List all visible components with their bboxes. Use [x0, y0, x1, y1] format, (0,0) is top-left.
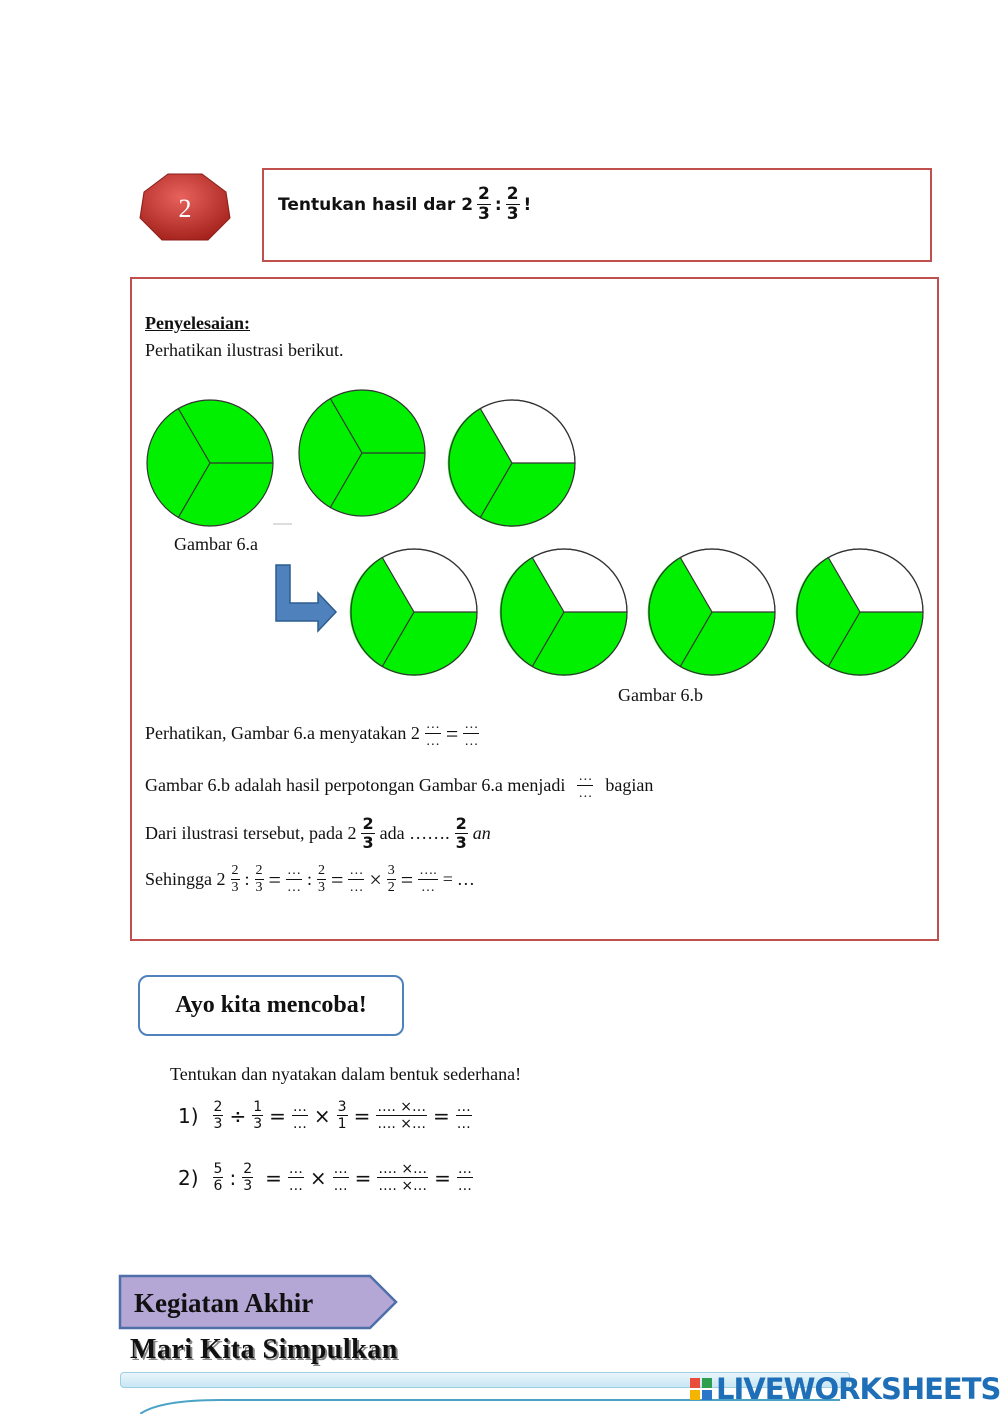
kegiatan-akhir-label: Kegiatan Akhir [134, 1288, 314, 1318]
solution-line-4: Sehingga 2 $\frac{2}{3}$ : $\frac{2}{3}$ = $\frac{\dots}{\dots}$ : $\frac{2}{3}$ = $\frac{\dots}{\dots}$ × $\frac{3}{2}$ = $\frac{\dots.}{\dots}$ = … [145, 863, 475, 895]
circle-two-thirds-a [448, 400, 575, 527]
ayo-box [138, 975, 404, 1036]
solution-line-3: Dari ilustrasi tersebut, pada 2 $\frac{2}{3}$ ada ……. $\frac{2}{3}$ an [145, 814, 491, 852]
circle-two-thirds-b4 [796, 549, 923, 676]
question-text: Tentukan hasil dar 2 $\frac{2}{3}$ : $\frac{2}{3}$ ! [278, 184, 532, 224]
circle-two-thirds-b3 [648, 549, 775, 676]
fraction-illustration [140, 385, 930, 685]
mari-kita-simpulkan: Mari Kita Simpulkan [130, 1334, 398, 1365]
liveworksheets-brand: LIVEWORKSHEETS [716, 1372, 1000, 1406]
exercise-1: 1) $\frac{2}{3}$ ÷ $\frac{1}{3}$ = $\frac{\dots}{\dots}$ × $\frac{3}{1}$ = $\frac{\dots. \times\dots}{\dots. \times\dots}$ = $\frac{\dots}{\dots}$ [178, 1099, 471, 1132]
solution-line-2: Gambar 6.b adalah hasil perpotongan Gambar 6.a menjadi $\frac{\dots}{\dots}$ bagian [145, 769, 654, 801]
ayo-title: Ayo kita mencoba! [175, 992, 367, 1018]
ayo-instruction: Tentukan dan nyatakan dalam bentuk sederhana! [170, 1064, 522, 1084]
solution-intro: Perhatikan ilustrasi berikut. [145, 340, 344, 360]
circle-two-thirds-b1 [350, 549, 477, 676]
liveworksheets-icon [690, 1378, 712, 1400]
question-number: 2 [178, 194, 192, 223]
figure-b-caption: Gambar 6.b [618, 685, 703, 705]
question-frac2: $\frac{2}{3}$ [506, 184, 519, 224]
circle-full-2 [299, 390, 425, 516]
liveworksheets-logo [690, 1372, 1000, 1406]
down-right-arrow-icon [276, 565, 336, 631]
question-number-badge [138, 172, 232, 242]
solution-heading: Penyelesaian: [145, 313, 250, 333]
circle-full-1 [147, 400, 273, 526]
circle-two-thirds-b2 [500, 549, 627, 676]
question-prompt: Tentukan hasil dar 2 [278, 194, 474, 215]
kegiatan-akhir-tag [118, 1274, 400, 1330]
exercise-2: 2) $\frac{5}{6}$ : $\frac{2}{3}$ = $\frac{\dots}{\dots}$ × $\frac{\dots}{\dots}$ = $\frac{\dots. \times\dots}{\dots. \times\dots}$ = $\frac{\dots}{\dots}$ [178, 1161, 472, 1194]
question-frac1: $\frac{2}{3}$ [478, 184, 490, 224]
solution-line-1: Perhatikan, Gambar 6.a menyatakan 2 $\frac{\dots}{\dots}$ = $\frac{\dots}{\dots}$ [145, 717, 479, 749]
figure-a-caption: Gambar 6.a [174, 534, 258, 554]
